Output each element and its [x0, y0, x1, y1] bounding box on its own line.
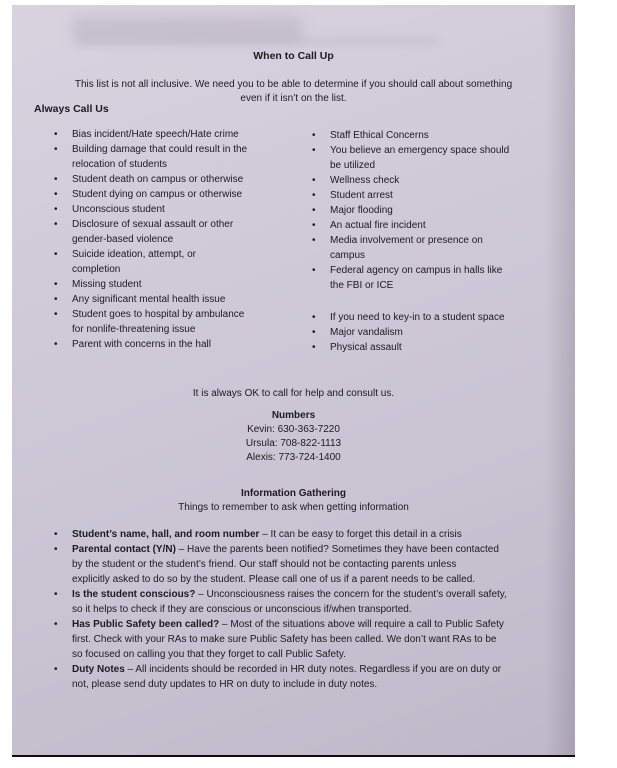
- info-item: [54, 587, 552, 617]
- info-item-first-line: [72, 527, 552, 542]
- info-item-label: Duty Notes: [72, 664, 125, 675]
- bullet-icon: •: [312, 327, 316, 338]
- info-gathering-heading: Information Gathering: [241, 488, 346, 499]
- list-item-text: Bias incident/Hate speech/Hate crime: [72, 129, 239, 140]
- bullet-icon: •: [312, 190, 316, 201]
- info-item-text: – Unconsciousness raises the concern for the student’s overall safety,: [195, 589, 507, 600]
- info-gathering-list: [54, 527, 552, 692]
- always-call-list-right-extra: [312, 310, 505, 355]
- info-item-first-line: [72, 662, 552, 677]
- list-item: [54, 307, 247, 337]
- info-item-text: not, please send duty updates to HR on duty to include in duty notes.: [72, 679, 378, 690]
- list-item-text: Student death on campus or otherwise: [72, 174, 244, 185]
- bullet-icon: •: [54, 544, 58, 555]
- list-item-text: Physical assault: [330, 342, 402, 353]
- list-item-text: Major flooding: [330, 205, 393, 216]
- info-item-label: Student’s name, hall, and room number: [72, 529, 260, 540]
- bullet-icon: •: [54, 339, 58, 350]
- list-item-text: Unconscious student: [72, 204, 165, 215]
- info-item-label: Parental contact (Y/N): [72, 544, 176, 555]
- bullet-icon: •: [54, 589, 58, 600]
- bullet-icon: •: [54, 249, 58, 260]
- info-item-text: explicitly asked to do so by the student. Please call one of us if a parent needs to be called.: [72, 574, 476, 585]
- list-item-text: Parent with concerns in the hall: [72, 339, 211, 350]
- list-item-text: Student arrest: [330, 190, 393, 201]
- bullet-icon: •: [312, 205, 316, 216]
- list-item: [54, 142, 248, 172]
- list-item-text: campus: [330, 250, 366, 261]
- list-item-text: Wellness check: [330, 175, 400, 186]
- list-item-text: Student goes to hospital by ambulance: [72, 309, 245, 320]
- info-item-text: first. Check with your RAs to make sure Public Safety has been called. We don’t want RAs to be: [72, 634, 497, 645]
- list-item-text: be utilized: [330, 160, 376, 171]
- info-item-text: by the student or the student’s friend. Our staff should not be contacting parents unless: [72, 559, 457, 570]
- list-item-text: If you need to key-in to a student space: [330, 312, 505, 323]
- info-item-first-line: [72, 617, 552, 632]
- list-item-text: Building damage that could result in the: [72, 144, 248, 155]
- list-item: [312, 263, 509, 293]
- list-item-text: Student dying on campus or otherwise: [72, 189, 243, 200]
- info-item-text: – It can be easy to forget this detail in a crisis: [259, 529, 462, 540]
- show-through-smudge: [77, 38, 437, 44]
- bullet-icon: •: [312, 130, 316, 141]
- list-item: [312, 188, 509, 203]
- bullet-icon: •: [54, 529, 58, 540]
- info-item-text: so it helps to check if they are conscious or unconscious if/when transported.: [72, 604, 412, 615]
- info-item: [54, 617, 552, 662]
- list-item-text: for nonlife-threatening issue: [72, 324, 196, 335]
- list-item: [312, 340, 505, 355]
- bullet-icon: •: [312, 220, 316, 231]
- bullet-icon: •: [312, 312, 316, 323]
- info-item: [54, 662, 552, 692]
- list-item-text: Federal agency on campus in halls like: [330, 265, 503, 276]
- bullet-icon: •: [54, 174, 58, 185]
- bullet-icon: •: [312, 342, 316, 353]
- list-item-text: Missing student: [72, 279, 142, 290]
- list-item-text: Staff Ethical Concerns: [330, 130, 429, 141]
- bullet-icon: •: [54, 219, 58, 230]
- list-item-text: An actual fire incident: [330, 220, 426, 231]
- info-item-first-line: [72, 542, 552, 557]
- always-call-list-left: [54, 127, 248, 352]
- always-call-heading: Always Call Us: [34, 103, 109, 115]
- phone-number-kevin: Kevin: 630-363-7220: [247, 424, 340, 435]
- list-item-text: Disclosure of sexual assault or other: [72, 219, 234, 230]
- list-item-text: relocation of students: [72, 159, 168, 170]
- list-item-text: the FBI or ICE: [330, 280, 394, 291]
- bullet-icon: •: [312, 235, 316, 246]
- bullet-icon: •: [312, 145, 316, 156]
- info-item: [54, 542, 552, 587]
- list-item-text: gender-based violence: [72, 234, 174, 245]
- list-item: [54, 247, 247, 277]
- bullet-icon: •: [312, 175, 316, 186]
- bullet-icon: •: [54, 309, 58, 320]
- ok-to-call-line: It is always OK to call for help and consult us.: [192, 388, 395, 399]
- bullet-icon: •: [54, 279, 58, 290]
- list-item-text: You believe an emergency space should: [330, 145, 510, 156]
- list-item: [54, 187, 247, 202]
- list-item: [312, 325, 505, 340]
- list-item: [54, 202, 247, 217]
- list-item-text: completion: [72, 264, 121, 275]
- list-item: [312, 128, 509, 143]
- intro-line-1: This list is not all inclusive. We need you to be able to determine if you should call about something: [74, 79, 513, 90]
- info-item-text: so focused on calling you that they forget to call Public Safety.: [72, 649, 346, 660]
- list-item: [54, 127, 247, 142]
- list-item: [54, 292, 247, 307]
- list-item: [312, 173, 509, 188]
- list-item-text: Media involvement or presence on: [330, 235, 483, 246]
- list-item: [54, 172, 247, 187]
- info-item-label: Has Public Safety been called?: [72, 619, 220, 630]
- phone-number-alexis: Alexis: 773-724-1400: [246, 452, 341, 463]
- list-item: [312, 203, 509, 218]
- document-title: When to Call Up: [253, 50, 334, 62]
- bullet-icon: •: [54, 619, 58, 630]
- list-item-text: Any significant mental health issue: [72, 294, 226, 305]
- list-item: [312, 233, 509, 263]
- info-item-text: – Have the parents been notified? Sometimes they have been contacted: [175, 544, 499, 555]
- phone-number-ursula: Ursula: 708-822-1113: [245, 438, 342, 449]
- bottom-border-line: [12, 755, 575, 757]
- intro-line-2: even if it isn’t on the list.: [240, 93, 347, 104]
- always-call-list-right: [312, 128, 510, 293]
- bullet-icon: •: [54, 129, 58, 140]
- list-item-text: Suicide ideation, attempt, or: [72, 249, 196, 260]
- list-item: [54, 337, 247, 352]
- list-item: [54, 277, 247, 292]
- info-item-first-line: [72, 587, 552, 602]
- info-item: [54, 527, 552, 542]
- info-item-text: – Most of the situations above will require a call to Public Safety: [219, 619, 504, 630]
- info-item-label: Is the student conscious?: [72, 589, 196, 600]
- numbers-heading: Numbers: [271, 410, 316, 421]
- bullet-icon: •: [312, 265, 316, 276]
- info-item-text: – All incidents should be recorded in HR duty notes. Regardless if you are on duty or: [124, 664, 502, 675]
- list-item: [54, 217, 247, 247]
- list-item: [312, 218, 509, 233]
- list-item: [312, 143, 510, 173]
- bullet-icon: •: [54, 294, 58, 305]
- bullet-icon: •: [54, 664, 58, 675]
- info-gathering-subheading: Things to remember to ask when getting information: [178, 502, 409, 513]
- bullet-icon: •: [54, 189, 58, 200]
- bullet-icon: •: [54, 204, 58, 215]
- list-item: [312, 310, 505, 325]
- bullet-icon: •: [54, 144, 58, 155]
- list-item-text: Major vandalism: [330, 327, 403, 338]
